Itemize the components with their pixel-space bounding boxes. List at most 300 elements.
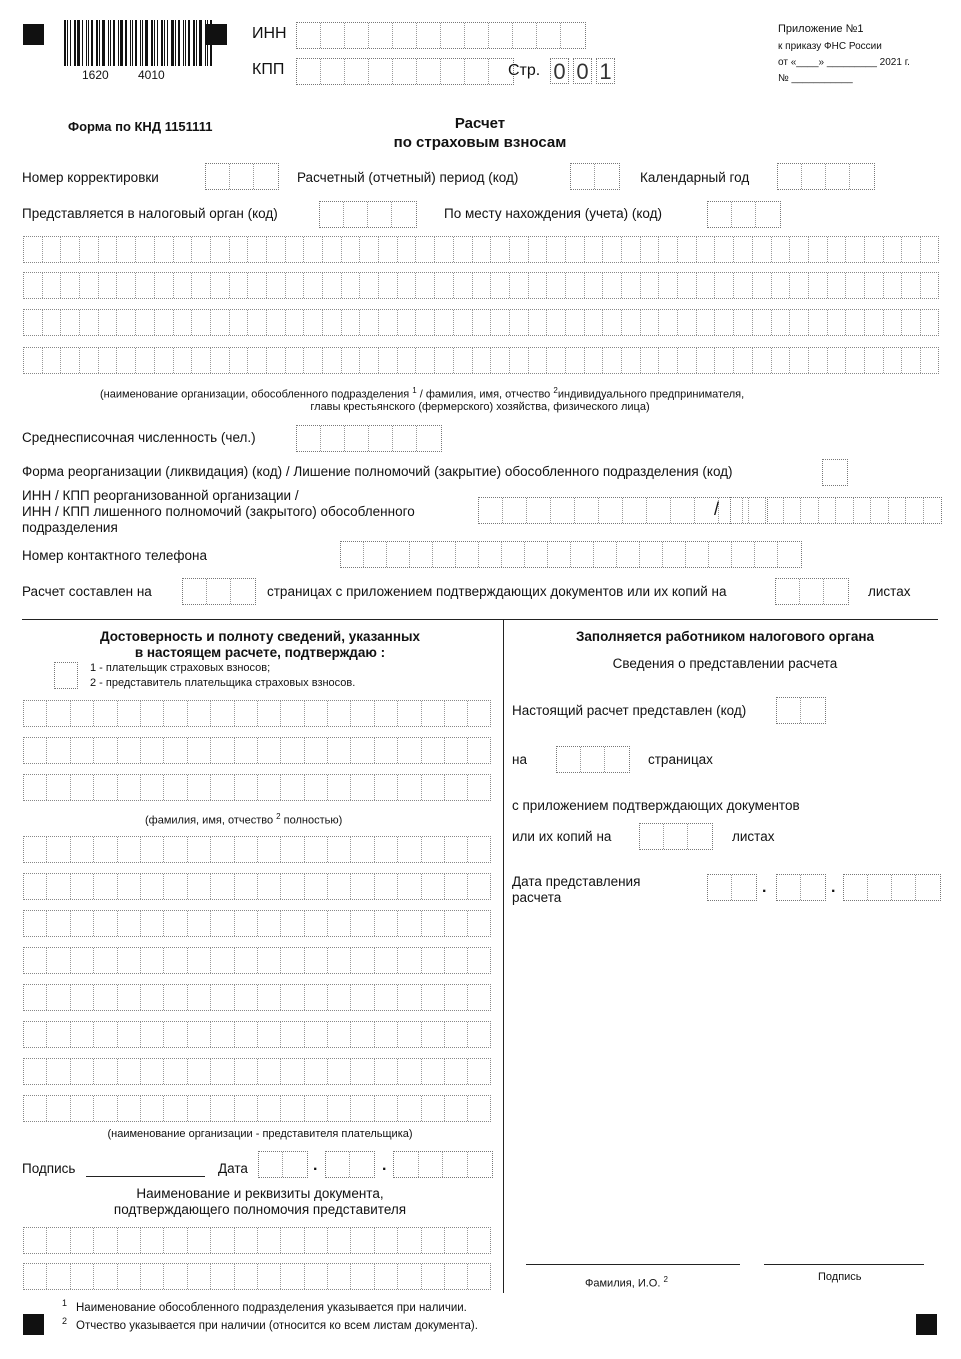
caption-part: (наименование организации, обособленного подразделения <box>100 388 410 401</box>
submit-date-month[interactable] <box>776 874 826 901</box>
left-title-line2: в настоящем расчете, подтверждаю : <box>134 645 386 660</box>
input-cell <box>360 348 379 373</box>
input-cell <box>305 874 328 899</box>
input-cell <box>155 273 174 298</box>
input-cell <box>445 1059 468 1084</box>
input-cell <box>595 164 619 189</box>
input-cell <box>351 1264 374 1289</box>
input-cell <box>828 310 847 335</box>
input-cell <box>118 701 141 726</box>
period-code-input[interactable] <box>570 163 620 190</box>
input-cell <box>473 348 492 373</box>
org-name-row-3[interactable] <box>23 309 939 336</box>
input-cell <box>94 874 117 899</box>
rep-org-row-6[interactable] <box>23 1021 491 1048</box>
input-cell <box>809 237 828 262</box>
input-cell <box>473 237 492 262</box>
input-cell <box>43 273 62 298</box>
footnote-number-2: 2 <box>62 1316 68 1326</box>
barcode-bar <box>82 20 83 66</box>
submitted-pages-input[interactable] <box>556 746 630 773</box>
input-cell <box>398 738 421 763</box>
org-name-row-4[interactable] <box>23 347 939 374</box>
input-cell <box>398 985 421 1010</box>
input-cell <box>755 542 778 567</box>
input-cell <box>422 948 445 973</box>
input-cell <box>547 273 566 298</box>
pages-count-input[interactable] <box>182 578 256 605</box>
input-cell <box>663 542 686 567</box>
input-cell <box>360 310 379 335</box>
input-cell <box>491 348 510 373</box>
input-cell <box>392 202 416 227</box>
pages-prefix-label: Расчет составлен на <box>22 584 152 599</box>
footnote-ref-2: 2 <box>553 386 558 395</box>
input-cell <box>454 273 473 298</box>
input-cell <box>547 237 566 262</box>
input-cell <box>47 1096 70 1121</box>
input-cell <box>305 911 328 936</box>
input-cell <box>94 775 117 800</box>
input-cell <box>305 701 328 726</box>
input-cell <box>772 348 791 373</box>
input-cell <box>345 59 369 84</box>
input-cell <box>777 698 801 723</box>
input-cell <box>398 348 417 373</box>
input-cell <box>393 23 417 48</box>
input-cell <box>117 310 136 335</box>
barcode-bar <box>164 20 165 66</box>
input-cell <box>375 701 398 726</box>
correction-number-input[interactable] <box>205 163 279 190</box>
input-cell <box>753 273 772 298</box>
inn-input[interactable] <box>296 22 586 49</box>
input-cell <box>489 23 513 48</box>
input-cell <box>351 1059 374 1084</box>
input-cell <box>828 237 847 262</box>
input-cell <box>174 310 193 335</box>
input-cell <box>529 310 548 335</box>
input-cell <box>305 1228 328 1253</box>
input-cell <box>640 542 663 567</box>
input-cell <box>118 985 141 1010</box>
input-cell <box>188 1022 211 1047</box>
input-cell <box>884 237 903 262</box>
barcode-bar <box>207 20 208 66</box>
input-cell <box>585 273 604 298</box>
rep-org-row-4[interactable] <box>23 947 491 974</box>
input-cell <box>854 498 872 523</box>
input-cell <box>211 701 234 726</box>
input-cell <box>235 1264 258 1289</box>
input-cell <box>398 1022 421 1047</box>
input-cell <box>547 348 566 373</box>
reorg-inn-input[interactable] <box>478 497 768 524</box>
input-cell <box>71 1022 94 1047</box>
input-cell <box>393 59 417 84</box>
input-cell <box>71 1059 94 1084</box>
input-cell <box>281 874 304 899</box>
caption-part: индивидуального предпринимателя, <box>557 388 745 401</box>
rep-org-row-8[interactable] <box>23 1095 491 1122</box>
input-cell <box>47 911 70 936</box>
phone-input[interactable] <box>340 541 802 568</box>
signature-line[interactable] <box>86 1176 205 1177</box>
fio-row-1[interactable] <box>23 700 491 727</box>
input-cell <box>71 1096 94 1121</box>
input-cell <box>258 837 281 862</box>
input-cell <box>141 948 164 973</box>
input-cell <box>321 59 345 84</box>
tax-authority-input[interactable] <box>319 201 417 228</box>
input-cell <box>435 273 454 298</box>
input-cell <box>24 738 47 763</box>
input-cell <box>117 273 136 298</box>
input-cell <box>267 348 286 373</box>
input-cell <box>622 310 641 335</box>
input-cell <box>749 498 767 523</box>
submitted-code-input[interactable] <box>776 697 826 724</box>
input-cell <box>468 775 491 800</box>
input-cell <box>513 23 537 48</box>
input-cell <box>364 542 387 567</box>
right-title: Заполняется работником налогового органа <box>575 629 875 644</box>
calendar-year-input[interactable] <box>777 163 875 190</box>
input-cell <box>435 348 454 373</box>
rep-org-row-7[interactable] <box>23 1058 491 1085</box>
barcode-bar <box>196 20 197 66</box>
input-cell <box>258 911 281 936</box>
input-cell <box>235 948 258 973</box>
input-cell <box>344 202 368 227</box>
input-cell <box>258 1264 281 1289</box>
headcount-input[interactable] <box>296 425 442 452</box>
input-cell <box>659 348 678 373</box>
input-cell <box>24 310 43 335</box>
input-cell <box>24 1096 47 1121</box>
input-cell <box>141 985 164 1010</box>
officer-signature-line[interactable] <box>764 1264 924 1265</box>
footnote-ref-2: 2 <box>276 812 281 821</box>
barcode-bar <box>151 20 153 66</box>
officer-fio-line[interactable] <box>526 1264 740 1265</box>
input-cell <box>375 775 398 800</box>
input-cell <box>235 985 258 1010</box>
input-cell <box>235 837 258 862</box>
input-cell <box>790 310 809 335</box>
input-cell <box>441 23 465 48</box>
input-cell <box>305 1264 328 1289</box>
barcode-bar <box>64 20 66 66</box>
input-cell <box>24 273 43 298</box>
input-cell <box>118 1264 141 1289</box>
input-cell <box>211 775 234 800</box>
input-cell <box>445 948 468 973</box>
rep-org-row-2[interactable] <box>23 873 491 900</box>
barcode-bar <box>77 20 80 66</box>
reorg-form-input[interactable] <box>822 459 848 486</box>
input-cell <box>351 874 374 899</box>
input-cell <box>328 837 351 862</box>
signer-type-input[interactable] <box>54 662 78 689</box>
input-cell <box>422 985 445 1010</box>
input-cell <box>71 911 94 936</box>
input-cell <box>715 273 734 298</box>
input-cell <box>585 310 604 335</box>
input-cell <box>732 875 756 900</box>
input-cell <box>286 237 305 262</box>
input-cell <box>753 237 772 262</box>
input-cell <box>491 273 510 298</box>
input-cell <box>267 237 286 262</box>
input-cell <box>248 237 267 262</box>
submit-date-year[interactable] <box>843 874 941 901</box>
input-cell <box>599 498 623 523</box>
input-cell <box>884 348 903 373</box>
input-cell <box>734 310 753 335</box>
input-cell <box>118 1022 141 1047</box>
input-cell <box>398 775 421 800</box>
input-cell <box>809 273 828 298</box>
input-cell <box>188 911 211 936</box>
input-cell <box>136 310 155 335</box>
input-cell <box>342 348 361 373</box>
reorg-inn-line3: подразделения <box>22 520 118 535</box>
input-cell <box>94 1059 117 1084</box>
input-cell <box>379 237 398 262</box>
input-cell <box>258 874 281 899</box>
barcode-bar <box>171 20 174 66</box>
input-cell <box>846 310 865 335</box>
input-cell <box>164 701 187 726</box>
input-cell <box>551 498 575 523</box>
barcode-bar <box>91 20 93 66</box>
submitted-sheets-input[interactable] <box>639 823 713 850</box>
input-cell <box>248 348 267 373</box>
input-cell <box>360 273 379 298</box>
input-cell <box>304 348 323 373</box>
input-cell <box>164 911 187 936</box>
input-cell <box>141 911 164 936</box>
corner-marker-bottom-left <box>23 1314 44 1335</box>
input-cell <box>441 59 465 84</box>
input-cell <box>174 348 193 373</box>
barcode-bar <box>157 20 158 66</box>
pages-label: страницах <box>648 752 713 767</box>
input-cell <box>756 202 780 227</box>
input-cell <box>846 237 865 262</box>
correction-number-label: Номер корректировки <box>22 170 159 185</box>
input-cell <box>136 348 155 373</box>
input-cell <box>281 701 304 726</box>
phone-label: Номер контактного телефона <box>22 548 208 563</box>
input-cell <box>697 237 716 262</box>
input-cell <box>304 273 323 298</box>
input-cell <box>61 237 80 262</box>
input-cell <box>715 310 734 335</box>
input-cell <box>566 310 585 335</box>
input-cell <box>235 775 258 800</box>
org-name-row-1[interactable] <box>23 236 939 263</box>
input-cell <box>435 237 454 262</box>
input-cell <box>281 775 304 800</box>
kpp-input[interactable] <box>296 58 514 85</box>
input-cell <box>118 775 141 800</box>
input-cell <box>375 837 398 862</box>
input-cell <box>43 237 62 262</box>
input-cell <box>844 875 868 900</box>
page-label: Стр. <box>508 62 541 79</box>
input-cell <box>379 310 398 335</box>
input-cell <box>375 911 398 936</box>
rep-org-row-3[interactable] <box>23 910 491 937</box>
input-cell <box>708 875 732 900</box>
input-cell <box>422 911 445 936</box>
input-cell <box>585 348 604 373</box>
input-cell <box>305 1096 328 1121</box>
input-cell <box>71 701 94 726</box>
fio-row-2[interactable] <box>23 737 491 764</box>
input-cell <box>188 775 211 800</box>
page-digit-1: 0 <box>550 58 569 84</box>
input-cell <box>323 310 342 335</box>
input-cell <box>422 1228 445 1253</box>
input-cell <box>230 348 249 373</box>
input-cell <box>281 1228 304 1253</box>
reorg-kpp-input[interactable] <box>730 497 942 524</box>
input-cell <box>164 837 187 862</box>
input-cell <box>328 775 351 800</box>
input-cell <box>248 310 267 335</box>
input-cell <box>24 985 47 1010</box>
input-cell <box>281 837 304 862</box>
input-cell <box>118 948 141 973</box>
input-cell <box>345 426 369 451</box>
input-cell <box>921 237 940 262</box>
submit-date-day[interactable] <box>707 874 757 901</box>
input-cell <box>24 948 47 973</box>
input-cell <box>800 579 824 604</box>
input-cell <box>778 164 802 189</box>
input-cell <box>71 738 94 763</box>
fio-caption <box>145 810 342 828</box>
input-cell <box>155 237 174 262</box>
section-divider-horizontal <box>22 619 938 620</box>
input-cell <box>164 1264 187 1289</box>
fio-row-3[interactable] <box>23 774 491 801</box>
input-cell <box>561 23 585 48</box>
input-cell <box>510 310 529 335</box>
input-cell <box>375 1228 398 1253</box>
doc-row-2[interactable] <box>23 1263 491 1290</box>
input-cell <box>398 701 421 726</box>
doc-row-1[interactable] <box>23 1227 491 1254</box>
input-cell <box>902 310 921 335</box>
input-cell <box>24 1264 47 1289</box>
input-cell <box>323 348 342 373</box>
input-cell <box>211 738 234 763</box>
input-cell <box>235 874 258 899</box>
date-year-input[interactable] <box>393 1151 493 1178</box>
barcode-bar <box>210 20 212 66</box>
input-cell <box>258 775 281 800</box>
submit-date-line2: расчета <box>512 890 562 905</box>
input-cell <box>697 310 716 335</box>
date-day-input[interactable] <box>258 1151 308 1178</box>
input-cell <box>678 273 697 298</box>
input-cell <box>211 948 234 973</box>
input-cell <box>581 747 605 772</box>
input-cell <box>622 237 641 262</box>
input-cell <box>375 1096 398 1121</box>
rep-org-row-5[interactable] <box>23 984 491 1011</box>
input-cell <box>557 747 581 772</box>
input-cell <box>281 1059 304 1084</box>
input-cell <box>529 273 548 298</box>
input-cell <box>24 837 47 862</box>
submit-date-dot-2: . <box>831 879 836 896</box>
input-cell <box>305 985 328 1010</box>
location-label: По месту нахождения (учета) (код) <box>444 206 662 221</box>
input-cell <box>468 837 491 862</box>
location-input[interactable] <box>707 201 781 228</box>
org-name-row-2[interactable] <box>23 272 939 299</box>
input-cell <box>594 542 617 567</box>
input-cell <box>865 310 884 335</box>
barcode-bar <box>185 20 186 66</box>
input-cell <box>823 460 847 485</box>
barcode-bar <box>199 20 202 66</box>
input-cell <box>258 1096 281 1121</box>
input-cell <box>259 1152 283 1177</box>
input-cell <box>398 1264 421 1289</box>
input-cell <box>230 310 249 335</box>
input-cell <box>468 701 491 726</box>
input-cell <box>664 824 688 849</box>
input-cell <box>454 310 473 335</box>
input-cell <box>164 1059 187 1084</box>
input-cell <box>211 348 230 373</box>
input-cell <box>351 738 374 763</box>
input-cell <box>258 1059 281 1084</box>
input-cell <box>422 775 445 800</box>
input-cell <box>473 273 492 298</box>
input-cell <box>80 348 99 373</box>
input-cell <box>445 911 468 936</box>
attachments-count-input[interactable] <box>775 578 849 605</box>
input-cell <box>328 874 351 899</box>
input-cell <box>164 1228 187 1253</box>
input-cell <box>164 1022 187 1047</box>
input-cell <box>916 875 940 900</box>
caption-part: полностью) <box>283 814 343 827</box>
form-knd: Форма по КНД 1151111 <box>68 119 213 134</box>
page-digit-2: 0 <box>573 58 592 84</box>
footnote-text-1: Наименование обособленного подразделения указывается при наличии. <box>76 1302 467 1314</box>
input-cell <box>369 59 393 84</box>
rep-org-row-1[interactable] <box>23 836 491 863</box>
input-cell <box>141 775 164 800</box>
input-cell <box>141 1264 164 1289</box>
input-cell <box>422 874 445 899</box>
date-month-input[interactable] <box>325 1151 375 1178</box>
input-cell <box>94 738 117 763</box>
input-cell <box>188 1264 211 1289</box>
input-cell <box>790 237 809 262</box>
input-cell <box>398 1096 421 1121</box>
input-cell <box>641 237 660 262</box>
input-cell <box>305 738 328 763</box>
